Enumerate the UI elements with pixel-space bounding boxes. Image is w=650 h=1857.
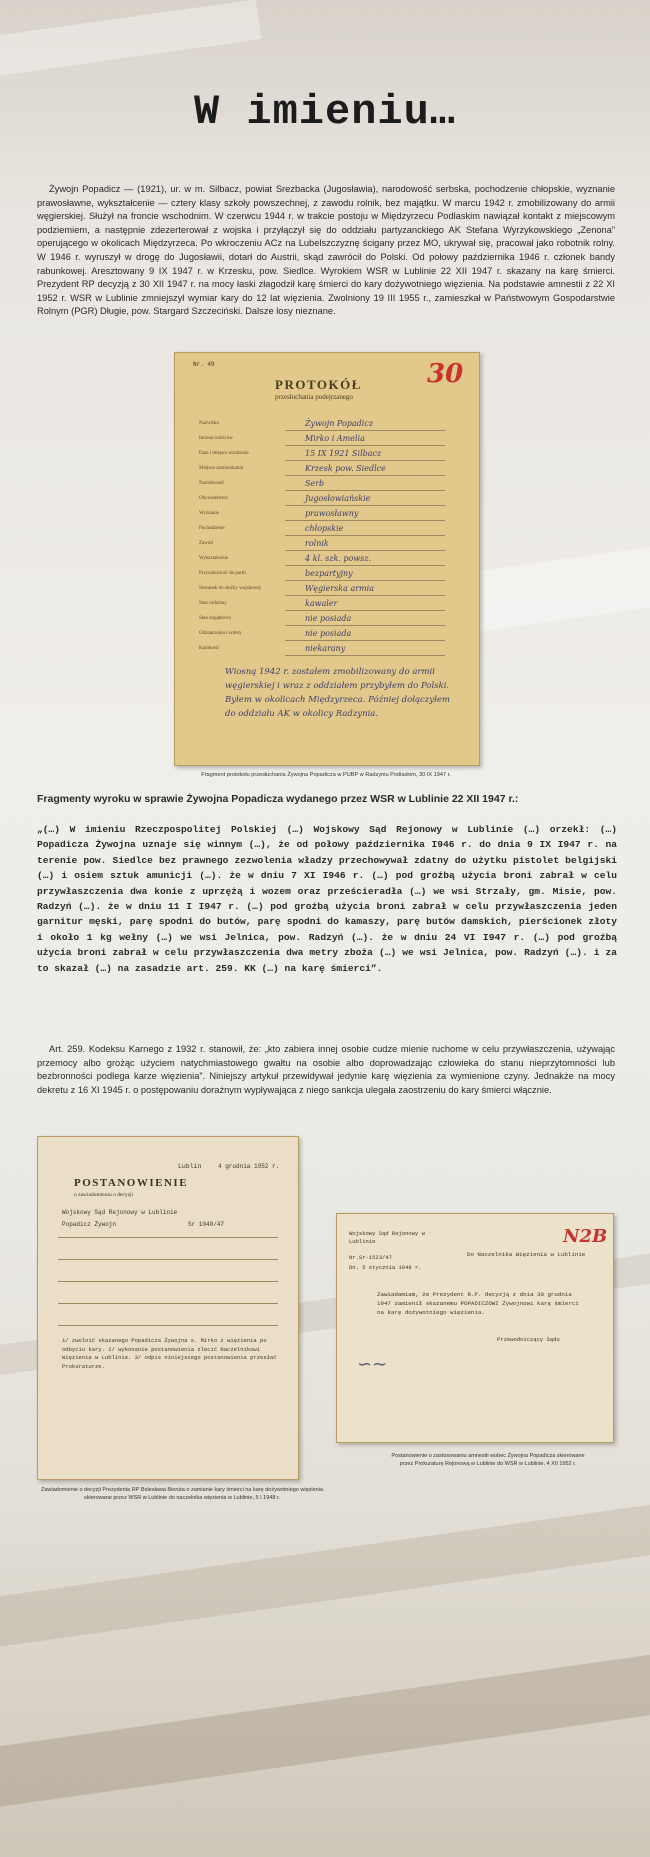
decision-body: 1/ zwolnić skazanego Popadicza Żywojna s. Mirko z więzienia po odbyciu kary. 2/ wykonanie postanowienia zlecić Naczelnikowi Więzienia w Lublinie. 3/ odpis niniejszego postanowienia przesłać Prokuraturze. (62, 1337, 277, 1370)
decision-rule (58, 1259, 278, 1260)
decision-document (37, 1136, 299, 1480)
protocol-field-rule (285, 610, 445, 611)
protocol-number-label: Nr. 49 (193, 361, 215, 368)
verdict-heading: Fragmenty wyroku w sprawie Żywojna Popadicza wydanego przez WSR w Lublinie 22 XII 1947 r.: (37, 793, 519, 805)
protocol-field-value: Krzesk pow. Siedlce (305, 464, 386, 473)
protocol-field-label: Odznaczenia i ordery (199, 631, 242, 636)
protocol-field-label: Nazwisko (199, 421, 219, 426)
protocol-field-rule (285, 535, 445, 536)
protocol-field-rule (285, 460, 445, 461)
notice-signature: Przewodniczący Sądu (497, 1336, 560, 1343)
protocol-field-value: niekarany (305, 644, 346, 653)
protocol-field-label: Obywatelstwo (199, 496, 228, 501)
protocol-field-rule (285, 445, 445, 446)
notice-case-number: Nr.Sr-1523/47 (349, 1254, 392, 1261)
protocol-field-rule (285, 520, 445, 521)
protocol-field-value: Mirko i Amelia (305, 434, 365, 443)
decision-heading: POSTANOWIENIE (74, 1177, 189, 1189)
decision-rule (58, 1303, 278, 1304)
decision-date: 4 grudnia 1952 r. (218, 1163, 280, 1170)
protocol-field-label: Przynależność do partii (199, 571, 246, 576)
protocol-field-value: Węgierska armia (305, 584, 374, 593)
protocol-field-rule (285, 475, 445, 476)
protocol-field-rule (285, 430, 445, 431)
protocol-field-rule (285, 580, 445, 581)
protocol-field-label: Narodowość (199, 481, 225, 486)
protocol-field-value: Żywojn Popadicz (305, 419, 374, 428)
notice-stamp: N2B (563, 1226, 608, 1247)
protocol-field-rule (285, 625, 445, 626)
protocol-field-rule (285, 640, 445, 641)
intro-text (37, 183, 615, 319)
decision-case-number: Sr 1040/47 (188, 1221, 225, 1228)
background-stripe (0, 1650, 650, 1810)
protocol-field-value: 4 kl. szk. powsz. (305, 554, 372, 563)
protocol-field-rule (285, 565, 445, 566)
decision-rule (58, 1325, 278, 1326)
decision-court: Wojskowy Sąd Rejonowy w Lublinie (62, 1209, 178, 1216)
protocol-field-label: Imiona rodziców (199, 436, 234, 441)
notice-document (336, 1213, 614, 1443)
protocol-field-value: Jugosłowiańskie (305, 494, 371, 503)
notice-sender: Wojskowy Sąd Rejonowy w Lublinie (349, 1230, 425, 1245)
protocol-field-value: Serb (305, 479, 325, 488)
protocol-field-value: kawaler (305, 599, 338, 608)
notice-recipient: Do Naczelnika Więzienia w Lublinie (467, 1251, 586, 1258)
notice-body: Zawiadamiam, że Prezydent R.P. decyzją z dnia 30 grudnia 1947 zamienił skazanemu POPADICZOWI Żywojnowi karę śmierci na karę dożywotniego więzienia. (377, 1291, 579, 1316)
decision-place: Lublin (178, 1163, 202, 1170)
protocol-field-rule (285, 655, 445, 656)
protocol-subheading: przesłuchania podejrzanego (275, 393, 353, 401)
background-stripe (0, 0, 261, 81)
protocol-field-value: chłopskie (305, 524, 344, 533)
decision-rule (58, 1281, 278, 1282)
protocol-statement: Wiosną 1942 r. zostałem zmobilizowany do armii węgierskiej i wraz z oddziałem przybyłem do Polski. Byłem w okolicach Międzyrzeca. Później dołączyłem do oddziału AK w okolicy Radzynia. (225, 667, 450, 719)
protocol-document (174, 352, 480, 766)
protocol-field-rule (285, 505, 445, 506)
protocol-field-rule (285, 595, 445, 596)
page-title: W imieniu… (193, 88, 457, 136)
protocol-red-number: 30 (427, 359, 464, 389)
notice-caption: Zawiadomienie o decyzji Prezydenta RP Bolesława Bieruta o zamianie kary śmierci na karę dożywotniego więzienia skierowane przez WSR w Lublinie do naczelnika więzienia w Lublinie, 5 I 1948 r. (40, 1487, 324, 1501)
protocol-field-value: nie posiada (305, 614, 352, 623)
protocol-field-label: Wyznanie (199, 511, 219, 516)
protocol-field-value: nie posiada (305, 629, 352, 638)
protocol-field-value: prawosławny (305, 509, 359, 518)
notice-date: Dn. 5 stycznia 1948 r. (349, 1264, 422, 1271)
protocol-field-label: Miejsce zamieszkania (199, 466, 244, 471)
protocol-field-rule (285, 550, 445, 551)
notice-handwriting: ∽∼ (357, 1354, 388, 1375)
protocol-field-label: Stan majątkowy (199, 616, 232, 621)
background-stripe (0, 1500, 650, 1650)
intro-paragraph: Żywojn Popadicz — (1921), ur. w m. Silbacz, powiat Srezbacka (Jugosławia), narodowość serbska, pochodzenie chłopskie, wyznanie prawosławne, wykształcenie — cztery klasy szkoły powszechnej, z zawodu rolnik, bez majątku. W marcu 1942 r. zmobilizowany do armii węgierskiej. Służył na froncie wschodnim. W czerwcu 1944 r. w trakcie postoju w Międzyrzecu Podlaskim nawiązał kontakt z miejscowym podziemiem, a następnie zdezerterował z wojska i przyłączył się do oddziału partyzanckiego AK Stefana Wyrzykowskiego „Zenona” operującego w okolicach Międzyrzeca. Po wkroczeniu ACz na Lubelszczyznę ścigany przez MO, ukrywał się, pracował jako robotnik rolny. W 1946 r. wyruszył w drogę do Jugosławii, dotarł do Austrii, skąd zawrócił do Polski. Od połowy października 1946 r. członek bandy rabunkowej. Aresztowany 9 IX 1947 r. w Krzesku, pow. Siedlce. Wyrokiem WSR w Lublinie 22 XII 1947 r. skazany na karę śmierci. Prezydent RP decyzją z 30 XII 1947 r. na mocy łaski złagodził karę śmierci do kary dożywotniego więzienia. Na podstawie amnestii z 22 XI 1952 r. WSR w Lublinie zmniejszył wymiar kary do 12 lat więzienia. Zwolniony 19 III 1955 r., zamieszkał w Państwowym Gospodarstwie Rolnym (PGR) Długie, pow. Stargard Szczeciński. Dalsze losy nieznane. (37, 184, 615, 317)
protocol-field-label: Wykształcenie (199, 556, 229, 561)
protocol-field-label: Data i miejsce urodzenia (199, 451, 249, 456)
protocol-field-value: bezpartyjny (305, 569, 353, 578)
decision-rule (58, 1237, 278, 1238)
decision-subheading: o zawiadomieniu o decyzji (74, 1192, 134, 1198)
decision-caption: Postanowienie o zastosowaniu amnestii wobec Żywojna Popadicza skierowane przez Prokuraturę Rejonową w Lublinie do WSR w Lublinie, 4 XII 1952 r. (391, 1453, 585, 1467)
protocol-field-label: Pochodzenie (199, 526, 225, 531)
protocol-field-label: Karalność (199, 646, 220, 651)
article-paragraph: Art. 259. Kodeksu Karnego z 1932 r. stanowił, że: „kto zabiera innej osobie cudze mienie ruchome w celu przywłaszczenia, używając przemocy albo grożąc użyciem natychmiastowego gwałtu na osobie albo doprowadzając człowieka do stanu nieprzytomności lub bezbronności podlega karze więzienia”. Niniejszy artykuł przewidywał jedynie karę więzienia za wymienione czyny. Jednakże na mocy dekretu z 16 XI 1945 r. o postępowaniu doraźnym wypływająca z niego sankcja ulegała zaostrzeniu do kary śmierci włącznie. (37, 1044, 615, 1095)
protocol-caption: Fragment protokołu przesłuchania Żywojna Popadicza w PUBP w Radzyniu Podlaskim, 30 IX 1947 r. (201, 772, 451, 778)
decision-name: Popadicz Żywojn (62, 1221, 117, 1228)
protocol-field-value: rolnik (305, 539, 329, 548)
protocol-field-label: Stosunek do służby wojskowej (199, 586, 261, 591)
verdict-text: „(…) W imieniu Rzeczpospolitej Polskiej (…) Wojskowy Sąd Rejonowy w Lublinie (…) orzekł: (…) Popadicza Żywojna uznaje się winnym (…), że od połowy października I946 r. do dnia 9 IX I947 r. na terenie pow. Siedlce bez prawnego zezwolenia władzy przechowywał zdatny do użytku pistolet belgijski (…) i osiem sztuk amunicji (…). że w dniu 7 XI I946 r. (…) pod groźbą użycia broni zabrał w celu przywłaszczenia dwa konie z uprzężą i wozem oraz prześcieradła (…) we wsi Strzały, gm. Misie, pow. Radzyń (…). że w dniu 11 I I947 r. (…) pod groźbą użycia broni zabrał w celu przywłaszczenia jeden garnitur męski, parę spodni do butów, parę spodni do kamaszy, parę butów damskich, pierścionek złoty i około 1 kg wełny (…) we wsi Jelnica, pow. Radzyń (…). że w dniu 24 VI I947 r. (…) pod groźbą użycia broni zabrał w celu przywłaszczenia dwa metry zboża (…) we wsi Jelnica, pow. Radzyń (…). i za to skazał (…) na zasadzie art. 259. KK (…) na karę śmierci”. (37, 824, 617, 974)
protocol-field-value: 15 IX 1921 Silbacz (305, 449, 382, 458)
article-text (37, 1043, 615, 1097)
protocol-field-label: Stan rodzinny (199, 601, 227, 606)
protocol-field-rule (285, 490, 445, 491)
protocol-heading: PROTOKÓŁ (275, 377, 362, 392)
protocol-field-label: Zawód (199, 541, 213, 546)
